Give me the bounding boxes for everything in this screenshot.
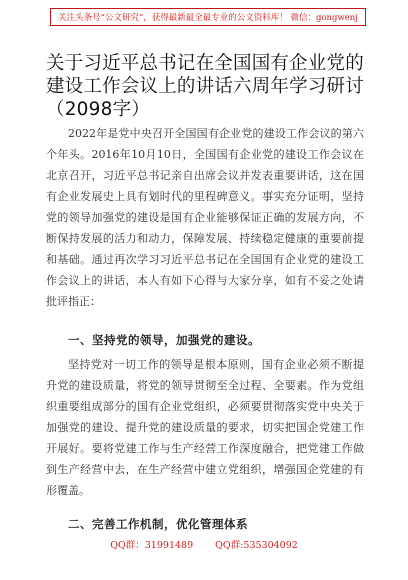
section-heading-1: 一、坚持党的领导，加强党的建设。	[68, 333, 260, 347]
promo-banner	[50, 8, 366, 26]
footer-qq-group-2: QQ群:535304092	[215, 540, 298, 551]
intro-paragraph: 2022年是党中央召开全国国有企业党的建设工作会议的第六个年头。2016年10月10日，全国国有企业党的建设工作会议在北京召开，习近平总书记亲自出席会议并发表重要讲话，这在国有企业发展史上具有划时代的里程碑意义。事实充分证明，坚持党的领导加强党的建设是国有企业能够保证正确的发展方向，不断保持发展的活力和动力，保障发展、持续稳定健康的重要前提和基础。通过再次学习习近平总书记在全国国有企业党的建设工作会议上的讲话，本人有如下心得与大家分享，如有不妥之处请批评指正：	[46, 127, 364, 308]
promo-banner-text: 关注头条号“公文研究”，获得最新最全最专业的公文资料库！ 微信：gongwenj	[58, 13, 358, 23]
footer-qq-group-1: QQ群：31991489	[110, 540, 194, 551]
footer-contact	[0, 537, 408, 553]
document-title: 关于习近平总书记在全国国有企业党的建设工作会议上的讲话六周年学习研讨（2098字）	[46, 53, 364, 120]
section-heading-2: 二、完善工作机制，优化管理体系	[68, 517, 248, 531]
section-1-paragraph: 坚持党对一切工作的领导是根本原则，国有企业必须不断提升党的建设质量，将党的领导贯彻至全过程、全要素。作为党组织重要组成部分的国有企业党组织，必须要贯彻落实党中央关于加强党的建设、提升党的建设质量的要求，切实把国企党建工作开展好。要将党建工作与生产经营工作深度融合，把党建工作做到生产经营中去，在生产经营中建立党组织，增强国企党建的有形覆盖。	[46, 358, 364, 497]
